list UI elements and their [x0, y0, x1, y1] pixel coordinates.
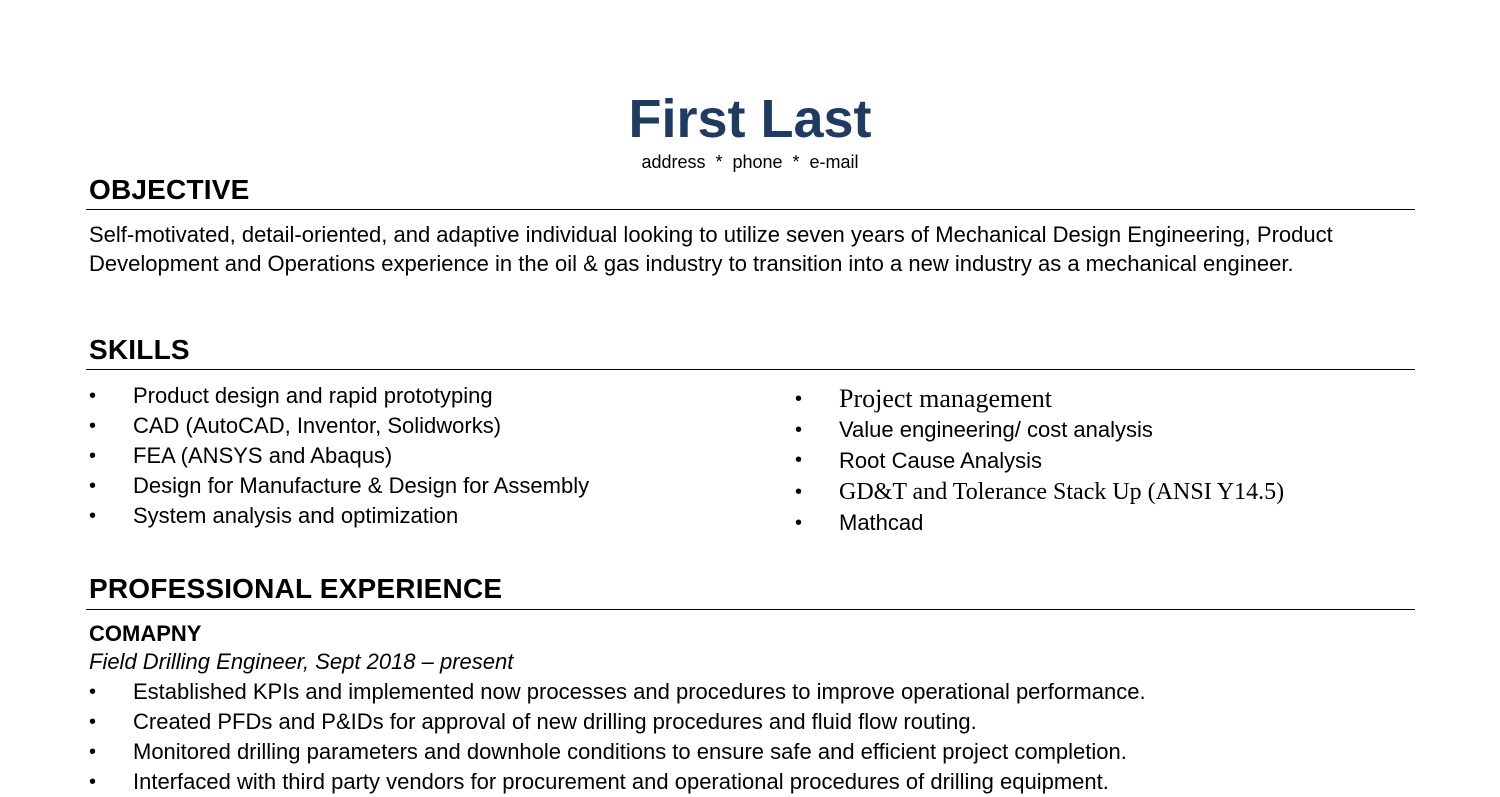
list-item — [89, 677, 1146, 707]
job-bullet-text: Interfaced with third party vendors for procurement and operational procedures of drilling equipment. — [133, 769, 1109, 794]
bullet-icon: • — [795, 512, 803, 534]
bullet-icon: • — [89, 475, 97, 497]
job-title: Field Drilling Engineer, Sept 2018 – present — [89, 649, 514, 674]
candidate-name: First Last — [628, 89, 872, 149]
bullet-icon: • — [89, 385, 97, 407]
list-item — [795, 383, 1284, 415]
bullet-icon: • — [795, 481, 803, 503]
objective-divider — [86, 209, 1415, 210]
bullet-icon: • — [89, 711, 97, 733]
job-bullet-text: Monitored drilling parameters and downhole conditions to ensure safe and efficient project completion. — [133, 739, 1127, 764]
skill-label: Root Cause Analysis — [839, 448, 1042, 473]
skill-label: Value engineering/ cost analysis — [839, 417, 1153, 442]
job-bullet-text: Created PFDs and P&IDs for approval of new drilling procedures and fluid flow routing. — [133, 709, 977, 734]
experience-heading: PROFESSIONAL EXPERIENCE — [89, 573, 503, 604]
job-bullets — [89, 677, 1146, 797]
skill-label: Product design and rapid prototyping — [133, 383, 493, 408]
list-item — [795, 445, 1284, 476]
skill-label: CAD (AutoCAD, Inventor, Solidworks) — [133, 413, 502, 438]
objective-text: Self-motivated, detail-oriented, and adaptive individual looking to utilize seven years of Mechanical Design Engineering, Product Development and Operations experience in the oil & gas industry to transition into a new industry as a mechanical engineer. — [89, 222, 1333, 276]
bullet-icon: • — [89, 681, 97, 703]
list-item — [795, 508, 1284, 538]
contact-line: address * phone * e-mail — [641, 152, 859, 172]
skill-label: Design for Manufacture & Design for Assembly — [133, 473, 590, 498]
bullet-icon: • — [89, 505, 97, 527]
list-item — [89, 471, 589, 501]
bullet-icon: • — [89, 771, 97, 793]
company-name: COMAPNY — [89, 621, 202, 646]
skills-divider — [86, 369, 1415, 370]
bullet-icon: • — [795, 388, 803, 410]
skill-label: Project management — [839, 384, 1052, 413]
list-item — [89, 411, 589, 441]
list-item — [89, 767, 1146, 797]
skill-label: GD&T and Tolerance Stack Up (ANSI Y14.5) — [839, 479, 1285, 505]
bullet-icon: • — [795, 449, 803, 471]
list-item — [89, 501, 589, 531]
list-item — [795, 476, 1284, 508]
bullet-icon: • — [89, 415, 97, 437]
objective-heading: OBJECTIVE — [89, 174, 250, 205]
skill-label: System analysis and optimization — [133, 503, 459, 528]
bullet-icon: • — [89, 741, 97, 763]
skills-list-right — [795, 383, 1284, 538]
list-item — [795, 415, 1284, 445]
experience-divider — [86, 609, 1415, 610]
list-item — [89, 707, 1146, 737]
skills-list-left — [89, 381, 589, 531]
skill-label: FEA (ANSYS and Abaqus) — [133, 443, 393, 468]
job-bullet-text: Established KPIs and implemented now processes and procedures to improve operational performance. — [133, 679, 1146, 704]
list-item — [89, 737, 1146, 767]
skill-label: Mathcad — [839, 510, 924, 535]
bullet-icon: • — [795, 419, 803, 441]
list-item — [89, 381, 589, 411]
skills-heading: SKILLS — [89, 334, 190, 365]
list-item — [89, 441, 589, 471]
bullet-icon: • — [89, 445, 97, 467]
